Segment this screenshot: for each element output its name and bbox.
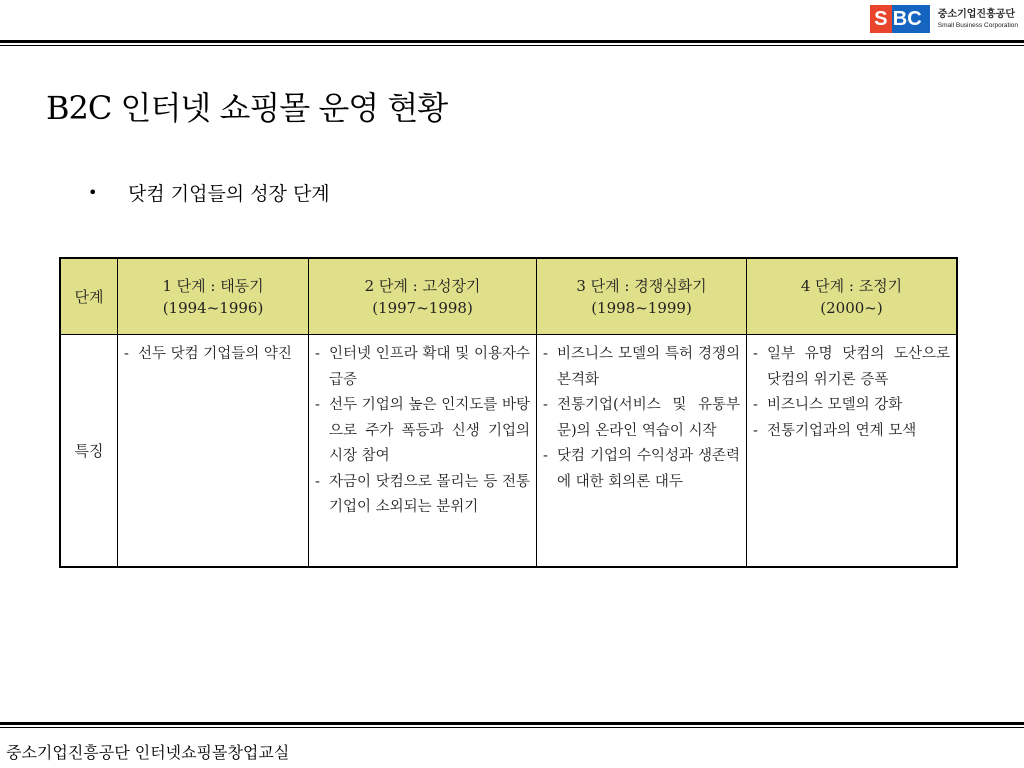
logo-text <box>938 9 1018 30</box>
stage-3-features <box>537 335 747 566</box>
stage-name: 1 단계 : 태동기 <box>162 276 264 295</box>
growth-stage-table <box>59 257 958 568</box>
bullet-dot: • <box>88 183 98 202</box>
table-corner-header <box>61 259 118 335</box>
feature-item <box>124 342 302 368</box>
stage-name: 4 단계 : 조정기 <box>800 276 903 295</box>
dash: - <box>543 448 548 464</box>
feature-text: 비즈니스 모델의 특허 경쟁의 본격화 <box>557 346 740 388</box>
logo-letter-s: S <box>870 5 892 33</box>
feature-item <box>753 393 950 419</box>
dash: - <box>753 422 758 439</box>
feature-text: 선두 기업의 높은 인지도를 바탕으로 주가 폭등과 신생 기업의 시장 참여 <box>329 397 530 464</box>
stage-period: (1997~1998) <box>372 298 473 317</box>
dash: - <box>315 473 320 490</box>
feature-item <box>543 393 740 444</box>
stage-4-features <box>747 335 956 566</box>
footer-rule-thick <box>0 722 1024 725</box>
footer-rule-thin <box>0 727 1024 728</box>
feature-item <box>315 342 530 393</box>
footer-text: 중소기업진흥공단 인터넷쇼핑몰창업교실 <box>6 743 290 762</box>
stage-header-3 <box>537 259 747 335</box>
feature-item <box>315 393 530 470</box>
row-label: 특징 <box>74 442 104 460</box>
logo-letters-bc: BC <box>892 5 930 33</box>
header-rule-thin <box>0 45 1024 46</box>
sbc-logo-mark <box>870 5 930 33</box>
dash: - <box>315 397 320 413</box>
feature-item <box>315 470 530 521</box>
feature-text: 인터넷 인프라 확대 및 이용자수 급증 <box>329 346 530 388</box>
feature-text: 전통기업과의 연계 모색 <box>767 422 917 439</box>
sbc-logo <box>870 0 1018 38</box>
feature-text: 전통기업(서비스 및 유통부문)의 온라인 역습이 시작 <box>557 397 740 439</box>
stage-header-4 <box>747 259 956 335</box>
dash: - <box>753 346 758 362</box>
corner-label: 단계 <box>74 287 104 306</box>
dash: - <box>315 346 320 362</box>
feature-text: 선두 닷컴 기업들의 약진 <box>138 346 292 362</box>
stage-period: (1998~1999) <box>591 298 692 317</box>
stage-header-2 <box>309 259 537 335</box>
logo-korean-name: 중소기업진흥공단 <box>937 8 1016 20</box>
stage-period: (1994~1996) <box>162 298 264 317</box>
dash: - <box>124 346 129 362</box>
feature-item <box>753 419 950 445</box>
dash: - <box>543 397 548 413</box>
header-rule-thick <box>0 40 1024 43</box>
dash: - <box>753 397 758 413</box>
stage-name: 3 단계 : 경쟁심화기 <box>576 276 707 295</box>
feature-text: 일부 유명 닷컴의 도산으로 닷컴의 위기론 증폭 <box>767 346 950 388</box>
stage-name: 2 단계 : 고성장기 <box>364 276 481 295</box>
stage-1-features <box>118 335 309 566</box>
feature-item <box>543 342 740 393</box>
stage-2-features <box>309 335 537 566</box>
features-row-header <box>61 335 118 566</box>
feature-text: 자금이 닷컴으로 몰리는 등 전통기업이 소외되는 분위기 <box>329 473 530 515</box>
dash: - <box>543 346 548 362</box>
bullet-item <box>88 179 330 206</box>
feature-text: 비즈니스 모델의 강화 <box>767 397 903 413</box>
feature-item <box>543 444 740 495</box>
bullet-text: 닷컴 기업들의 성장 단계 <box>128 183 330 205</box>
logo-english-name: Small Business Corporation <box>937 21 1018 29</box>
stage-period: (2000~) <box>820 298 883 317</box>
feature-text: 닷컴 기업의 수익성과 생존력에 대한 회의론 대두 <box>557 448 740 490</box>
stage-header-1 <box>118 259 309 335</box>
slide-title: B2C 인터넷 쇼핑몰 운영 현황 <box>46 89 448 127</box>
feature-item <box>753 342 950 393</box>
